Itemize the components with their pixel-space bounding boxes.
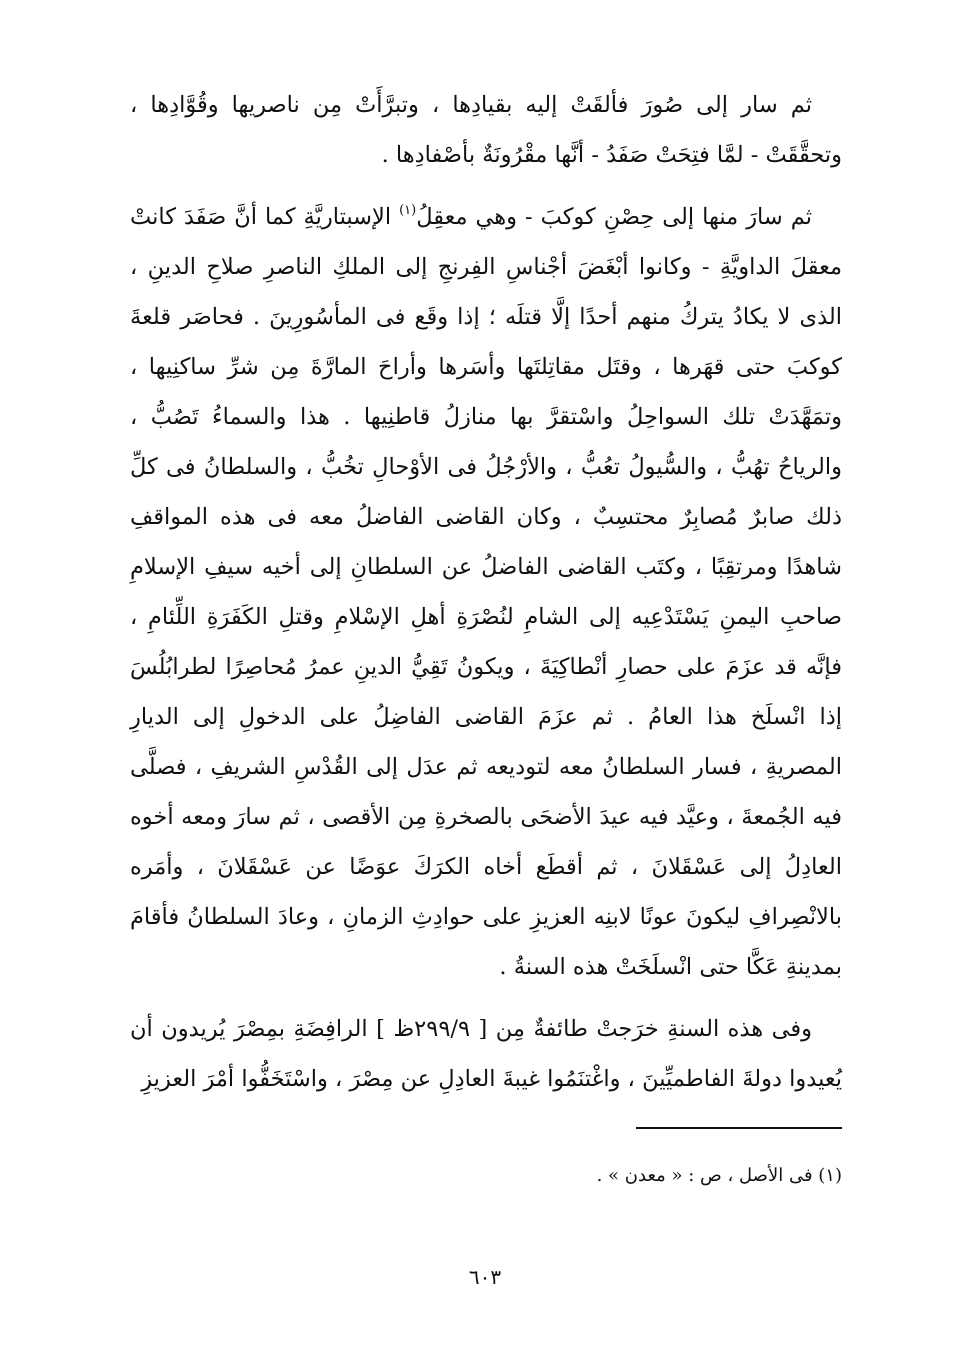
footnote-separator (636, 1127, 842, 1129)
page-number: ٦٠٣ (468, 1265, 502, 1289)
footnote: (١) فى الأصل ، ص : « معدن » . (596, 1165, 842, 1186)
paragraph-2-text-start: ثم سارَ منها إلى حِصْنِ كوكبَ - وهي معقِلُ (416, 204, 812, 230)
paragraph-1 (130, 80, 842, 180)
paragraph-2-text-rest: الإسبتاريَّةِ كما أنَّ صَفَدَ كانتْ معقلَ الداويَّةِ - وكانوا أبْغَضَ أجْناسِ الفِرنجِ إلى الملكِ الناصرِ صلاحِ الدينِ ، الذى لا يكادُ يتركُ منهم أحدًا إلَّا قتلَه ؛ إذا وقَع فى المأسُورِينَ . فحاصَر قلعةَ كوكبَ حتى قهَرها ، وقتَل مقاتِلتَها وأسَرها وأراحَ المارَّةَ مِن شرِّ ساكنِيها ، وتمَهَّدَتْ تلك السواحِلُ واسْتقرَّ بها منازلُ قاطنِيها . هذا والسماءُ تَصُبُّ ، والرياحُ تهُبُّ ، والسُّيولُ تعُبُّ ، والأرْجُلُ فى الأوْحالِ تخُبُّ ، والسلطانُ فى كلِّ ذلك صابرٌ مُصابِرٌ محتسِبٌ ، وكان القاضى الفاضلُ معه فى هذه المواقفِ شاهدًا ومرتقِبًا ، وكتَب القاضى الفاضلُ عن السلطانِ إلى أخيه سيفِ الإسلامِ صاحبِ اليمنِ يَسْتَدْعِيه إلى الشامِ لنُصْرَةِ أهلِ الإسْلامِ وقتلِ الكَفَرَةِ اللِّئامِ ، فإنَّه قد عزَمَ على حصارِ أنْطاكِيَةَ ، ويكونُ تَقِيُّ الدينِ عمرُ مُحاصِرًا لطرابُلُسَ إذا انْسلَخ هذا العامُ . ثم عزَمَ القاضى الفاضِلُ على الدخولِ إلى الديارِ المصريةِ ، فسار السلطانُ معه لتوديعه ثم عدَل إلى القُدْسِ الشريفِ ، فصلَّى فيه الجُمعةَ ، وعيَّد فيه عيدَ الأضحَى بالصخرةِ مِن الأقصى ، ثم سارَ ومعه أخوه العادِلُ إلى عَسْقَلانَ ، ثم أقطَع أخاه الكرَكَ عوَضًا عن عَسْقَلانَ ، وأمَره بالانْصِرافِ ليكونَ عونًا لابنِه العزيزِ على حوادِثِ الزمانِ ، وعادَ السلطانُ فأقامَ بمدينةِ عَكَّا حتى انْسلَخَتْ هذه السنةُ . (130, 204, 842, 980)
paragraph-1-text: ثم سار إلى صُورَ فألقَتْ إليه بقيادِها ، وتبرَّأَتْ مِن ناصريها وقُوَّادِها ، وتحقَّقَتْ - لمَّا فتِحَتْ صَفَدُ - أنَّها مقْرُونَةٌ بأصْفادِها . (130, 92, 842, 168)
paragraph-3-text: وفى هذه السنةِ خرَجتْ طائفةٌ مِن [ ٢٩٩/٩ظ ] الرافِضَةِ بمِصْرَ يُريدون أن يُعيدوا دولةَ الفاطميِّينَ ، واغْتنَمُوا غيبةَ العادِلِ عن مِصْرَ ، واسْتَخَفُّوا أمْرَ العزيزِ (130, 1016, 842, 1092)
footnote-reference[interactable]: (١) (399, 203, 417, 218)
paragraph-2 (130, 192, 842, 992)
main-text (130, 80, 842, 1104)
paragraph-3 (130, 1004, 842, 1104)
